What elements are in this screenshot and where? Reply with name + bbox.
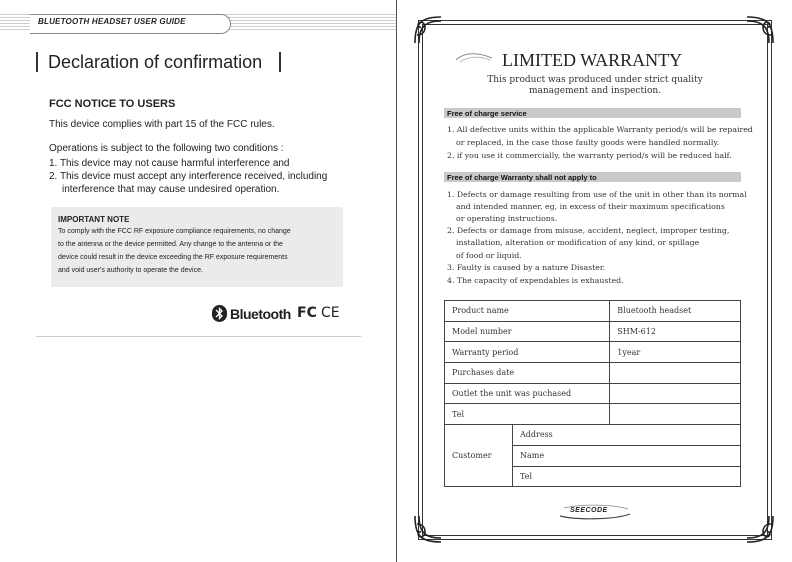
- table-row: [445, 425, 741, 446]
- fcc-line: 1. This device may not cause harmful interference and: [49, 158, 290, 169]
- table-label: Tel: [445, 404, 610, 425]
- note-line: and void user's authority to operate the device.: [58, 267, 203, 274]
- swoosh-icon: [454, 50, 494, 64]
- warranty-line: and intended manner, eg, in excess of their maximum specifications: [456, 202, 725, 211]
- table-value: [610, 404, 741, 425]
- note-line: To comply with the FCC RF exposure compliance requirements, no change: [58, 228, 291, 235]
- bluetooth-icon: [212, 305, 227, 322]
- fcc-logo: FC: [297, 305, 317, 321]
- table-value: 1year: [610, 342, 741, 363]
- fcc-line: 2. This device must accept any interference received, including: [49, 171, 328, 182]
- table-row: [445, 363, 741, 384]
- note-line: to the antenna or the device permitted. Any change to the antenna or the: [58, 241, 283, 248]
- warranty-line: 4. The capacity of expendables is exhausted.: [447, 276, 624, 285]
- customer-field: Name: [513, 445, 741, 466]
- table-row: [445, 301, 741, 322]
- table-label: Warranty period: [445, 342, 610, 363]
- section-label: Free of charge service: [447, 109, 527, 118]
- section-label: Free of charge Warranty shall not apply to: [447, 173, 597, 182]
- note-title: IMPORTANT NOTE: [58, 215, 130, 224]
- table-row: [445, 342, 741, 363]
- ce-logo: CE: [321, 305, 340, 321]
- customer-field: Address: [513, 425, 741, 446]
- warranty-line: 2. if you use it commercially, the warranty period/s will be reduced half.: [447, 151, 732, 160]
- warranty-table: [444, 300, 741, 487]
- warranty-line: 1. Defects or damage resulting from use of the unit in other than its normal: [447, 190, 747, 199]
- warranty-line: or operating instructions.: [456, 214, 558, 223]
- title-bar-left: [36, 52, 38, 72]
- table-value: [610, 383, 741, 404]
- table-row: [445, 383, 741, 404]
- warranty-subtitle: management and inspection.: [528, 86, 662, 96]
- warranty-line: of food or liquid.: [456, 251, 522, 260]
- customer-label: Customer: [445, 425, 513, 487]
- warranty-title: LIMITED WARRANTY: [502, 50, 683, 70]
- ornament-corner-icon: [743, 13, 777, 47]
- table-label: Product name: [445, 301, 610, 322]
- table-row: [445, 404, 741, 425]
- warranty-subtitle: This product was produced under strict quality: [487, 75, 703, 85]
- warranty-line: 2. Defects or damage from misuse, accident, neglect, improper testing,: [447, 226, 730, 235]
- header-title: BLUETOOTH HEADSET USER GUIDE: [38, 17, 186, 26]
- ornament-corner-icon: [411, 512, 445, 546]
- table-value: SHM-612: [610, 321, 741, 342]
- table-label: Purchases date: [445, 363, 610, 384]
- divider: [36, 336, 361, 337]
- note-line: device could result in the device exceeding the RF exposure requirements: [58, 254, 288, 261]
- ornament-corner-icon: [743, 512, 777, 546]
- bluetooth-wordmark: Bluetooth: [230, 305, 291, 322]
- seecode-brand: SEECODE: [570, 507, 608, 514]
- fcc-line: interference that may cause undesired operation.: [62, 184, 280, 195]
- page-title: Declaration of confirmation: [48, 52, 263, 72]
- table-value: [610, 363, 741, 384]
- table-label: Outlet the unit was puchased: [445, 383, 610, 404]
- warranty-line: installation, alteration or modification of any kind, or spillage: [456, 238, 700, 247]
- warranty-line: 1. All defective units within the applicable Warranty period/s will be repaired: [447, 125, 753, 134]
- fcc-line: This device complies with part 15 of the FCC rules.: [49, 119, 275, 130]
- customer-field: Tel: [513, 466, 741, 487]
- table-label: Model number: [445, 321, 610, 342]
- bluetooth-logo: [212, 305, 291, 322]
- ornament-corner-icon: [411, 13, 445, 47]
- title-bar-right: [279, 52, 281, 72]
- warranty-line: 3. Faulty is caused by a nature Disaster.: [447, 263, 606, 272]
- table-value: Bluetooth headset: [610, 301, 741, 322]
- table-row: [445, 321, 741, 342]
- fcc-heading: FCC NOTICE TO USERS: [49, 98, 176, 110]
- fcc-line: Operations is subject to the following two conditions :: [49, 143, 284, 154]
- warranty-line: or replaced, in the case those faulty goods were handled normally.: [456, 138, 720, 147]
